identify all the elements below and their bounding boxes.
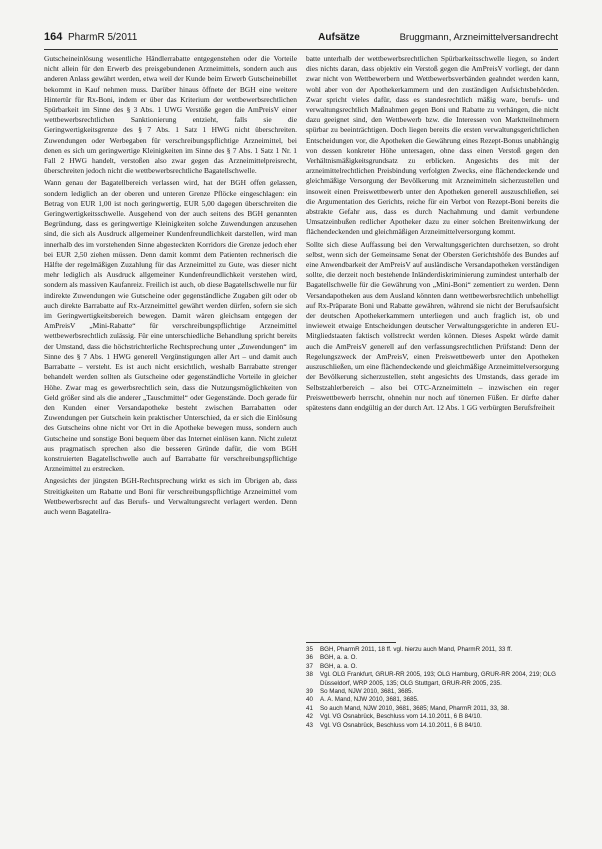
section-title: Aufsätze: [318, 32, 360, 43]
footnote-text: Vgl. OLG Frankfurt, GRUR-RR 2005, 193; OLG Hamburg, GRUR-RR 2004, 219; OLG Düsseldorf, WRP 2005, 135; OLG Stuttgart, GRUR-RR 2005, 235.: [320, 671, 556, 687]
footnote: [306, 713, 559, 721]
footnote-text: Vgl. VG Osnabrück, Beschluss vom 14.10.2011, 6 B 84/10.: [320, 713, 482, 721]
footnote-text: Vgl. VG Osnabrück, Beschluss vom 14.10.2011, 6 B 84/10.: [320, 721, 482, 729]
footnote-text: BGH, PharmR 2011, 18 ff. vgl. hierzu auch Mand, PharmR 2011, 33 ff.: [320, 646, 513, 653]
header-rule: [44, 49, 558, 50]
footnote-text: So Mand, NJW 2010, 3681, 3685.: [320, 688, 414, 696]
left-column: [44, 54, 297, 834]
journal-citation: PharmR 5/2011: [68, 32, 138, 43]
footnote-number: 39: [306, 688, 313, 696]
footnote-text: So auch Mand, NJW 2010, 3681, 3685; Mand, PharmR 2011, 33, 38.: [320, 704, 510, 712]
footnote-text: A. A. Mand, NJW 2010, 3681, 3685.: [320, 696, 419, 704]
footnote: [306, 688, 559, 696]
footnote-number: 42: [306, 713, 313, 721]
footnotes: [306, 646, 559, 730]
paragraph: Gutscheineinlösung wesentliche Händlerrabatte entgegenstehen oder die Vorteile nicht allein für den Erwerb des preisgebundenen Arzneimittels, sondern auch aus anderen Anlass gewährt werden, etwa weil der Kunde beim Erwerb Gutscheinebillet bekommt in Kauf nehmen muss. Darüber hinaus öffnete der BGH eine weitere Hintertür für Rx-Boni, indem er über das Kriterium der wettbewerbsrechtlichen Spürbarkeit im Sinne des § 3 Abs. 1 UWG Verstöße gegen die AmPreisV einer wettbewerbsrechtlichen Sanktionierung entzieht, falls sie die Geringwertigkeitsgrenze des § 7 Abs. 1 Satz 1 HWG nicht überschreiten. Zuwendungen oder Werbegaben für verschreibungspflichtige Arzneimittel, bei denen es sich um geringwertige Kleinigkeiten im Sinne des § 7 Abs. 1 Satz 1 Nr. 1 Fall 2 HWG handelt, verstoßen also zwar gegen das Arzneimittelpreisrecht, überschreiten jedoch nicht die wettbewerbsrechtliche Bagatellschwelle.: [44, 54, 297, 176]
footnote-number: 38: [306, 671, 313, 679]
paragraph: Sollte sich diese Auffassung bei den Verwaltungsgerichten durchsetzen, so droht selbst, wenn sich der Gemeinsame Senat der Obersten Gerichtshöfe des Bundes auf eine Anwendbarkeit der AmPreisV auf ausländische Versandapotheken verständigen sollte, die derzeit noch bestehende Inländerdiskriminierung zumindest unterhalb der Bagatellschwelle für die Gewährung von „Mini-Boni“ zementiert zu werden. Denn Versandapotheken aus dem Ausland könnten dann wettbewerbsrechtlich unbehelligt auf Rx-Präparate Boni und Rabatte gewähren, während sie nicht der Berufsaufsicht der deutschen Apothekerkammern unterliegen und auch fraglich ist, ob und inwieweit etwaige Entscheidungen deutscher Verwaltungsgerichte in anderen EU-Mitgliedstaaten faktisch vollstreckt werden können. Dieses Aspekt würde damit auch die AmPreisV generell auf den verfassungsrechtlichen Prüfstand: Denn der Regelungszweck der AmPreisV, einen Preiswettbewerb unter den Apotheken auszuschließen, um eine flächendeckende und gleichmäßige Arzneimittelversorgung der Bevölkerung sicherzustellen, steht angesichts des Umstands, dass gerade im Selbstzahlerbereich – also bei OTC-Arzneimitteln – inzwischen ein reger Preiswettbewerb herrscht, ohnehin nur noch auf tönernen Füßen. Er dürfte daher spätestens dann endgültig an der durch Art. 12 Abs. 1 GG verbürgten Berufsfreiheit: [306, 239, 559, 412]
footnote-number: 43: [306, 721, 313, 729]
footnote-text: BGH, a. a. O.: [320, 654, 358, 662]
footnote-number: 37: [306, 662, 313, 670]
footnote-number: 35: [306, 646, 313, 653]
footnote: [306, 671, 559, 688]
footnote: [306, 654, 559, 662]
right-column: [306, 54, 559, 634]
paragraph: Wann genau der Bagatellbereich verlassen wird, hat der BGH offen gelassen, sondern lediglich an der oberen und unteren Grenze Pflöcke eingeschlagen: ein Betrag von EUR 1,00 ist noch geringwertig, EUR 5,00 dagegen überschreiten die Geringwertigkeitsschwelle. Ausgehend von der auch seitens des BGH genannten Begründung, dass es geringwertige Kleinigkeiten solche Zuwendungen anzusehen sind, die sich als Ausdruck allgemeiner Kundenfreundlichkeit darstellen, wird man innerhalb des im vorstehenden Sinne abgesteckten Korridors die Grenze jedoch eher bei EUR 2,50 ziehen müssen. Denn damit kommt dem Patienten rechnerisch die Hälfte der regelmäßigen Zuzahlung für das Arzneimittel zu Gute, was dieser nicht mehr lediglich als Ausdruck allgemeiner Kundenfreundlichkeit verstehen wird, sondern als massiven Kaufanreiz. Freilich ist auch, ob diese Bagatellschwelle nur für indirekte Zuwendungen wie Gutscheine oder gegenständliche Zugaben gilt oder ob auch direkte Barrabatte auf Rx-Arzneimittel gewährt werden dürfen, sofern sie sich im Geringwertigkeitsbereich bewegen. Damit wären gleichsam entgegen der AmPreisV „Mini-Rabatte“ für verschreibungspflichtige Arzneimittel wettbewerbsrechtlich zulässig. Für eine unterschiedliche Behandlung spricht bereits der Umstand, dass die höchstrichterliche Rechtsprechung unter „Zuwendungen“ im Sinne des § 7 Abs. 1 HWG generell Vergünstigungen aller Art – und damit auch Barrabatte – versteht. Es ist auch nicht ersichtlich, weshalb Barrabatte strenger behandelt werden sollten als Gutscheine oder gegenständliche Vorteile in gleicher Höhe. Zwar mag es gewerbsrechtlich sein, dass die Nutzungsmöglichkeiten von Geld größer sind als die anderer „Tauschmittel“ oder Gegenstände. Doch gerade für den Kunden einer Versandapotheke besteht zwischen Barrabatten oder Zuwendungen per Gutschein kein praktischer Unterschied, da er sich die Einlösung des Gutscheins ohne nicht vor Ort in die Apotheke bewegen muss, sondern auch Gutscheine und sonstige Boni bequem über das Internet einlösen kann. Nicht zuletzt aus pragmatisch sprechen also die besseren Gründe dafür, die vom BGH konstruierten Bagatellschwelle auch auf Barrabatte für verschreibungspflichtige Arzneimittel zu erstrecken.: [44, 178, 298, 474]
page-header: [44, 30, 558, 46]
footnote-number: 41: [306, 704, 313, 712]
paragraph: batte unterhalb der wettbewerbsrechtlichen Spürbarkeitsschwelle liegen, so ändert dies nichts daran, dass objektiv ein Verstoß gegen die AmPreisV vorliegt, der dann zwar nicht von Wettbewerbern und Wettbewerbsverbänden geahndet werden kann, wohl aber von der Apothekerkammern und den zuständigen Aufsichtsbehörden. Zwar spricht vieles dafür, dass es standesrechtlich mäßig ware, berufs- und verwaltungsrechtlich Maßnahmen gegen Boni und Rabatte zu verhängen, die nicht dazu geeignet sind, den Wettbewerb bzw. die Interessen von Marktteilnehmern spürbar zu beeinträchtigen. Doch liegen bereits die ersten verwaltungsgerichtlichen Entscheidungen vor, die Apotheken die Gewährung eines Rezept-Bonus unabhängig von dessen konkreter Höhe untersagen, ohne dass einen Verstoß gegen den Verhältnismäßigkeitsgrundsatz zu erblicken. Angesichts des mit der arzneimittelrechtlichen Preisbindung verfolgten Zwecks, eine flächendeckende und gleichmäßige Versorgung der Bevölkerung mit Arzneimitteln sicherzustellen und insoweit einen Preiswettbewerb unter den Apotheken generell auszuschließen, sei die Argumentation des Gerichts, reiche für ein Verbot von Rezept-Boni bereits die abstrakte Gefahr aus, dass es durch Nachahmung und damit verbundene Umsatzeinbußen redlicher Apotheker dazu zu einer solchen Breitenwirkung der flächendeckenden und gleichmäßigen Arzneimittelversorgung kommt.: [306, 54, 559, 237]
footnote: [306, 696, 559, 704]
footnote-number: 36: [306, 654, 313, 662]
footnote: [306, 705, 559, 713]
footnote: [306, 663, 559, 671]
article-running-title: Bruggmann, Arzneimittelversandrecht: [399, 32, 558, 43]
footnote-number: 40: [306, 696, 313, 704]
footnote-text: BGH, a. a. O.: [320, 662, 358, 670]
footnote: [306, 722, 559, 730]
footnote-rule: [306, 642, 396, 643]
page-number: 164: [44, 31, 63, 43]
paragraph: Angesichts der jüngsten BGH-Rechtsprechung wirkt es sich im Übrigen ab, dass Streitigkeiten um Rabatte und Boni für verschreibungspflichtige Arzneimittel vom Wettbewerbsrecht auf das Berufs- und Verwaltungsrecht verlagert werden. Denn auch wenn Bagatellra-: [44, 476, 297, 516]
footnote: [306, 646, 559, 654]
